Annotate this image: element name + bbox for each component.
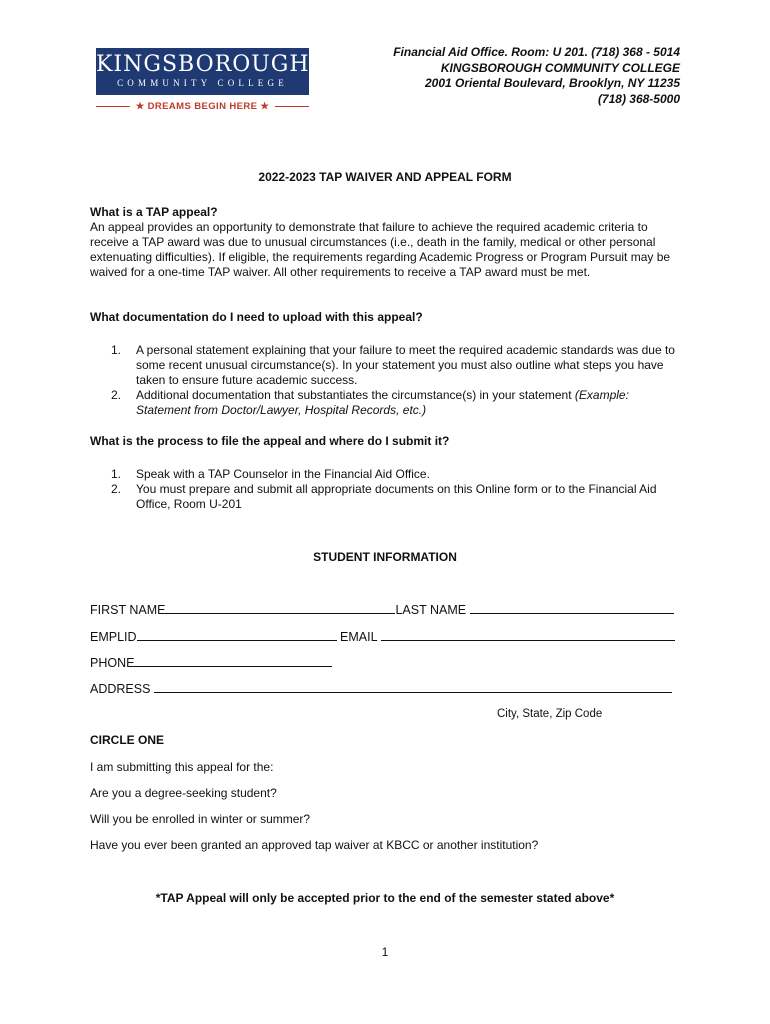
last-name-field[interactable] [470, 602, 674, 614]
form-title: 2022-2023 TAP WAIVER AND APPEAL FORM [258, 170, 512, 184]
student-info-title: STUDENT INFORMATION [313, 550, 457, 564]
address-row [90, 681, 672, 696]
address-label: ADDRESS [90, 682, 151, 696]
q1-body: An appeal provides an opportunity to demonstrate that failure to achieve the required academic criteria to receive a TAP award was due to unusual circumstances (i.e., death in the family, medical or other personal extenuating difficulties). If eligible, the requirements regarding Academic Progress or Program Pursuit may be waived for a one-time TAP waiver. All other requirements to receive a TAP award must be met. [90, 220, 671, 279]
q2-heading: What documentation do I need to upload with this appeal? [90, 310, 423, 324]
list-text: Speak with a TAP Counselor in the Financial Aid Office. [136, 467, 430, 481]
process-list [111, 467, 683, 512]
name-row [90, 602, 674, 617]
last-name-label: LAST NAME [395, 603, 467, 617]
office-contact-header [393, 45, 680, 107]
first-name-field[interactable] [165, 602, 395, 614]
header-line-2: KINGSBOROUGH COMMUNITY COLLEGE [440, 60, 680, 75]
first-name-label: FIRST NAME [90, 603, 166, 617]
logo-name: KINGSBOROUGH [96, 52, 310, 77]
list-number: 1. [111, 467, 122, 481]
tagline-text: ★ DREAMS BEGIN HERE ★ [135, 100, 270, 112]
list-item [111, 482, 683, 512]
header-line-4: (718) 368-5000 [597, 91, 680, 106]
address-hint: City, State, Zip Code [497, 708, 603, 720]
header-line-3: 2001 Oriental Boulevard, Brooklyn, NY 11235 [425, 76, 680, 90]
q1-heading: What is a TAP appeal? [90, 205, 218, 219]
section-what-is-appeal [90, 205, 682, 280]
circle-one-q3: Will you be enrolled in winter or summer? [90, 812, 311, 826]
email-field[interactable] [381, 629, 675, 641]
email-label: EMAIL [340, 630, 378, 644]
list-item [111, 343, 683, 388]
college-logo [96, 48, 309, 95]
circle-one-q4: Have you ever been granted an approved tap waiver at KBCC or another institution? [90, 838, 539, 852]
logo-tagline [96, 99, 309, 113]
address-field[interactable] [154, 681, 672, 693]
tagline-rule-left [96, 106, 130, 107]
list-text-italic: (Example: Statement from Doctor/Lawyer, Hospital Records, etc.) [136, 388, 629, 417]
phone-row [90, 655, 332, 670]
emplid-email-row [90, 629, 675, 644]
list-text: You must prepare and submit all appropriate documents on this Online form or to the Financial Aid Office, Room U-201 [136, 482, 657, 511]
list-item [111, 388, 683, 418]
logo-subtitle: COMMUNITY COLLEGE [117, 78, 288, 88]
list-number: 1. [111, 343, 122, 357]
list-number: 2. [111, 388, 122, 402]
phone-label: PHONE [90, 656, 135, 670]
list-item [111, 467, 683, 482]
circle-one-q1: I am submitting this appeal for the: [90, 760, 274, 774]
q3-heading: What is the process to file the appeal and where do I submit it? [90, 434, 450, 448]
documentation-list [111, 343, 683, 418]
circle-one-q2: Are you a degree-seeking student? [90, 786, 277, 800]
phone-field[interactable] [134, 655, 332, 667]
list-text-container [136, 388, 683, 418]
circle-one-heading: CIRCLE ONE [90, 733, 165, 747]
list-text: A personal statement explaining that your failure to meet the required academic standards was due to some recent unusual circumstance(s). In your statement you must also outline what steps you have taken to ensure future academic success. [136, 343, 675, 387]
header-line-1: Financial Aid Office. Room: U 201. (718) 368 - 5014 [393, 45, 680, 59]
footer-note: *TAP Appeal will only be accepted prior to the end of the semester stated above* [155, 891, 615, 905]
tagline-rule-right [275, 106, 309, 107]
page-number: 1 [381, 945, 389, 959]
emplid-field[interactable] [137, 629, 337, 641]
list-text: Additional documentation that substantiates the circumstance(s) in your statement [136, 388, 575, 402]
emplid-label: EMPLID [90, 630, 137, 644]
list-number: 2. [111, 482, 122, 496]
